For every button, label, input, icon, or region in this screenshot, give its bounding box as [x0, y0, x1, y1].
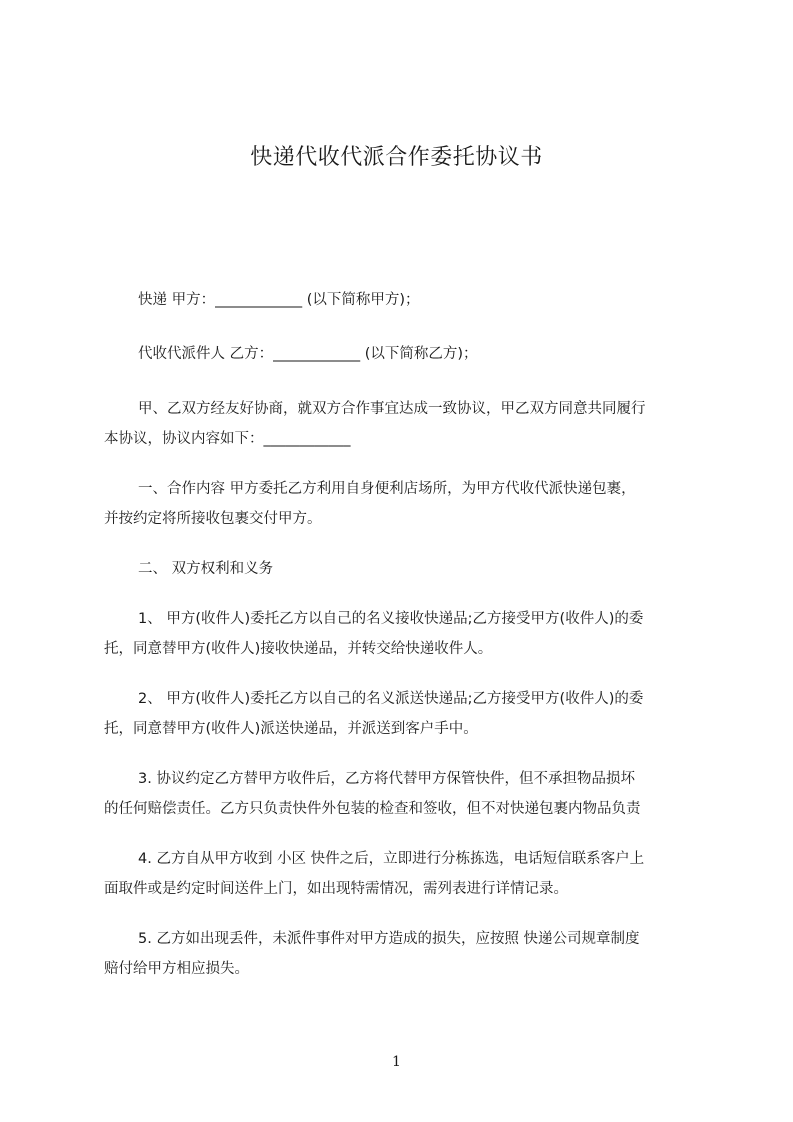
- intro-paragraph: 甲、乙双方经友好协商，就双方合作事宜达成一致协议，甲乙双方同意共同履行 本协议，协议内容如下：____________: [104, 401, 646, 447]
- clause-5: 5. 乙方如出现丢件，未派件事件对甲方造成的损失，应按照 快递公司规章制度 赔付给甲方相应损失。: [104, 931, 640, 977]
- party-b-line: 代收代派件人 乙方：____________ (以下简称乙方)；: [138, 346, 478, 362]
- clause-1: 1、 甲方(收件人)委托乙方以自己的名义接收快递品;乙方接受甲方(收件人)的委 托，同意替甲方(收件人)接收快递品，并转交给快递收件人。: [104, 611, 644, 657]
- page-number: 1: [392, 1054, 401, 1070]
- page-title: 快递代收代派合作委托协议书: [250, 145, 543, 170]
- clause-4: 4. 乙方自从甲方收到 小区 快件之后，立即进行分栋拣选，电话短信联系客户上 面取件或是约定时间送件上门，如出现特需情况，需列表进行详情记录。: [104, 851, 645, 897]
- section-2-heading: 二、 双方权利和义务: [138, 561, 274, 577]
- party-a-line: 快递 甲方：____________ (以下简称甲方)；: [138, 292, 420, 308]
- clause-2: 2、 甲方(收件人)委托乙方以自己的名义派送快递品;乙方接受甲方(收件人)的委 托，同意替甲方(收件人)派送快递品，并派送到客户手中。: [104, 691, 644, 737]
- section-1-paragraph: 一、合作内容 甲方委托乙方利用自身便利店场所，为甲方代收代派快递包裹， 并按约定将所接收包裹交付甲方。: [104, 481, 636, 527]
- clause-3: 3. 协议约定乙方替甲方收件后，乙方将代替甲方保管快件，但不承担物品损坏 的任何赔偿责任。乙方只负责快件外包装的检查和签收，但不对快递包裹内物品负责: [104, 771, 641, 817]
